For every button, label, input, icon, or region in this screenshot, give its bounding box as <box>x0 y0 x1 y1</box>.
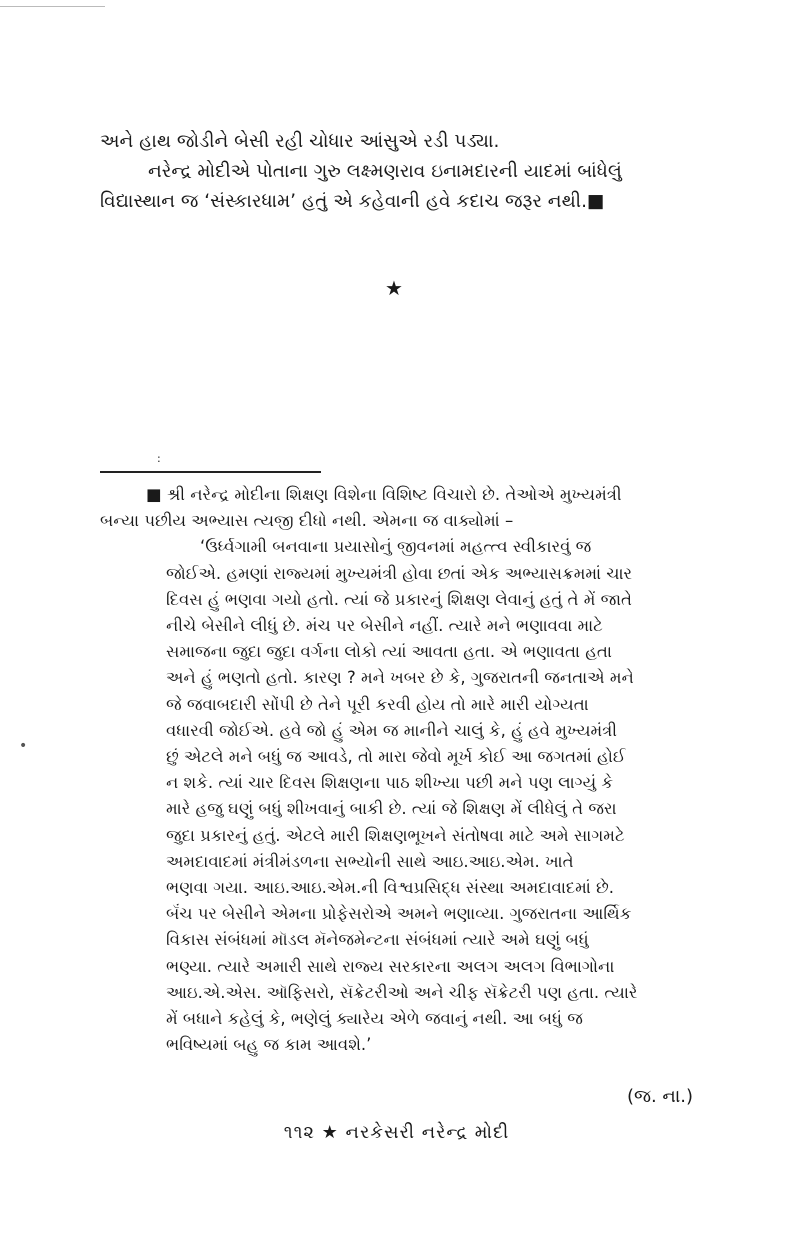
quote-line: જુદા પ્રકારનું હતું. એટલે મારી શિક્ષણભૂખને સંતોષવા માટે અમે સાગમટે <box>166 825 625 845</box>
quote-line: ભવિષ્યમાં બહુ જ કામ આવશે.’ <box>166 1035 372 1055</box>
quote-line: છું એટલે મને બધું જ આવડે, તો મારા જેવો મૂર્ખ કોઈ આ જગતમાં હોઈ <box>166 747 626 767</box>
star-separator: ★ <box>385 276 403 300</box>
page-footer: ૧૧૨ ★ નરકેસરી નરેન્દ્ર મોદી <box>283 1122 510 1143</box>
quote-line: ભણ્યા. ત્યારે અમારી સાથે રાજ્ય સરકારના અલગ અલગ વિભાગોના <box>166 956 615 976</box>
quote-line: બૅંચ પર બેસીને એમના પ્રોફેસરોએ અમને ભણાવ્યા. ગુજરાતના આર્થિક <box>166 904 632 924</box>
scan-edge-mark <box>0 6 105 7</box>
quote-attribution: (જ. ના.) <box>626 1086 693 1107</box>
footnote-line: ■ શ્રી નરેન્દ્ર મોદીના શિક્ષણ વિશેના વિશિષ્ટ વિચારો છે. તેઓએ મુખ્યમંત્રી <box>146 485 622 504</box>
footnote-line: બન્યા પછીય અભ્યાસ ત્યજી દીધો નથી. એમના જ વાક્યોમાં – <box>100 511 514 531</box>
quote-line: મેં બધાને કહેલું કે, ભણેલું ક્યારેય એળે જવાનું નથી. આ બધું જ <box>166 1009 583 1029</box>
footnote-quote <box>100 534 700 1058</box>
quote-line: વધારવી જોઈએ. હવે જો હું એમ જ માનીને ચાલું કે, હું હવે મુખ્યમંત્રી <box>166 720 617 740</box>
quote-line: અને હું ભણતો હતો. કારણ ? મને ખબર છે કે, ગુજરાતની જનતાએ મને <box>166 668 634 688</box>
quote-line: ન શકે. ત્યાં ચાર દિવસ શિક્ષણના પાઠ શીખ્યા પછી મને પણ લાગ્યું કે <box>166 773 613 793</box>
quote-line: જોઈએ. હમણાં રાજ્યમાં મુખ્યમંત્રી હોવા છતાં એક અભ્યાસક્રમમાં ચાર <box>166 563 633 583</box>
quote-line: સમાજના જુદા જુદા વર્ગના લોકો ત્યાં આવતા હતા. એ ભણાવતા હતા <box>166 642 612 662</box>
footnote-rule-mark: : <box>157 452 161 465</box>
stray-mark: • <box>19 738 28 754</box>
footnote <box>100 482 700 1058</box>
main-paragraph <box>100 127 700 217</box>
quote-line: અમદાવાદમાં મંત્રીમંડળના સભ્યોની સાથે આઇ.આઇ.એમ. ખાતે <box>166 851 574 871</box>
quote-line: વિકાસ સંબંધમાં મૉડલ મૅનેજમેન્ટના સંબંધમાં ત્યારે અમે ઘણું બધું <box>166 930 589 950</box>
main-line: અને હાથ જોડીને બેસી રહી ચોધાર આંસુએ રડી પડ્યા. <box>100 131 500 152</box>
quote-line: ભણવા ગયા. આઇ.આઇ.એમ.ની વિશ્વપ્રસિદ્ધ સંસ્થા અમદાવાદમાં છે. <box>166 878 615 898</box>
quote-line: મારે હજુ ઘણું બધું શીખવાનું બાકી છે. ત્યાં જે શિક્ષણ મેં લીધેલું તે જરા <box>166 799 617 819</box>
quote-line: નીચે બેસીને લીધું છે. મંચ પર બેસીને નહીં. ત્યારે મને ભણાવવા માટે <box>166 616 603 636</box>
quote-line: ‘ઉર્ધ્વગામી બનવાના પ્રયાસોનું જીવનમાં મહત્ત્વ સ્વીકારવું જ <box>200 537 592 557</box>
main-line: નરેન્દ્ર મોદીએ પોતાના ગુરુ લક્ષ્મણરાવ ઇનામદારની યાદમાં બાંધેલું <box>148 161 622 182</box>
quote-line: દિવસ હું ભણવા ગયો હતો. ત્યાં જે પ્રકારનું શિક્ષણ લેવાનું હતું તે મેં જાતે <box>166 589 632 609</box>
footnote-divider <box>100 471 321 473</box>
quote-line: આઇ.એ.એસ. ઑફિસરો, સૅક્રેટરીઓ અને ચીફ સૅક્રેટરી પણ હતા. ત્યારે <box>166 982 638 1002</box>
quote-line: જે જવાબદારી સોંપી છે તેને પૂરી કરવી હોય તો મારે મારી યોગ્યતા <box>166 694 589 714</box>
main-line: વિદ્યાસ્થાન જ ‘સંસ્કારધામ’ હતું એ કહેવાની હવે કદાચ જરૂર નથી.■ <box>100 191 605 212</box>
